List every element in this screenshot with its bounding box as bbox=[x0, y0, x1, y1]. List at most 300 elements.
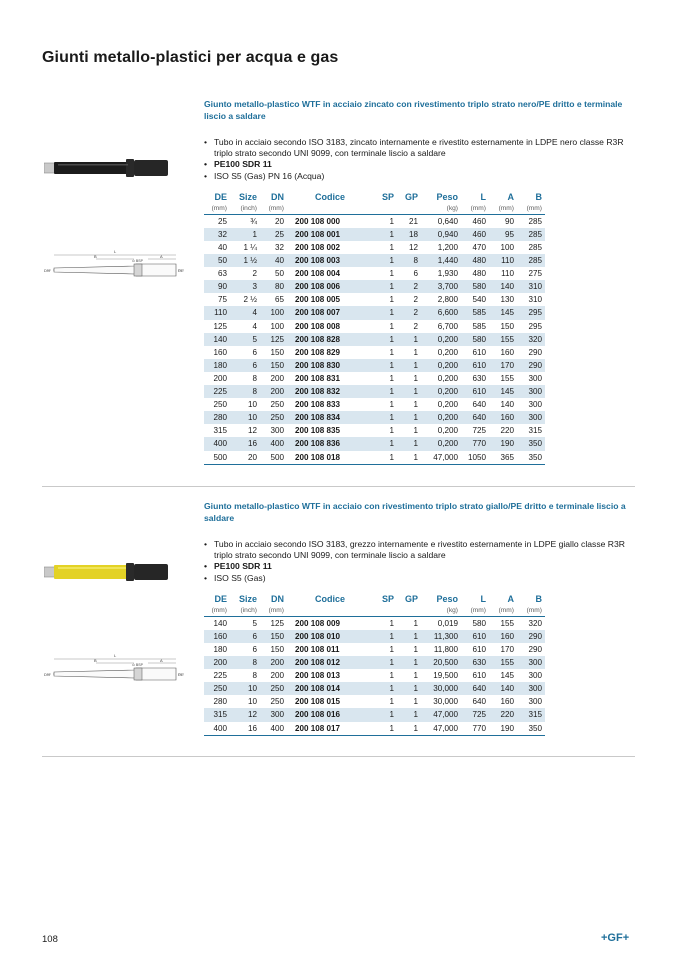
table-cell: 630 bbox=[472, 373, 486, 383]
table-cell: 200 bbox=[270, 671, 284, 681]
table-cell: 1 bbox=[397, 385, 421, 398]
unit-cell: (mm) bbox=[517, 204, 545, 215]
col-codice: Codice bbox=[314, 191, 345, 202]
table-cell: 200 108 015 bbox=[295, 697, 341, 707]
table-cell: 1 bbox=[230, 228, 260, 241]
table-cell: 1 bbox=[397, 630, 421, 643]
table-cell: 200 108 011 bbox=[295, 645, 340, 654]
table-cell: 610 bbox=[472, 347, 486, 357]
table-cell: 285 bbox=[528, 243, 542, 252]
table-cell: 200 bbox=[260, 656, 287, 669]
table-cell: 250 bbox=[270, 400, 284, 410]
table-cell: 160 bbox=[489, 630, 517, 643]
drawing-label-l: L bbox=[114, 249, 117, 254]
unit-cell: (inch) bbox=[230, 606, 260, 617]
table-cell: 50 bbox=[204, 254, 230, 267]
table-cell: 145 bbox=[500, 671, 514, 681]
table-cell: 2 ½ bbox=[243, 295, 257, 305]
table-cell: 140 bbox=[204, 333, 230, 346]
table-cell: 1 bbox=[397, 451, 421, 465]
table-cell: 1 bbox=[373, 437, 397, 450]
pipe-body bbox=[54, 162, 132, 174]
table-cell: 155 bbox=[489, 656, 517, 669]
table-cell: 315 bbox=[213, 426, 227, 436]
table-cell: 200 bbox=[204, 656, 230, 669]
col-dn: DN bbox=[271, 593, 284, 604]
table-cell: 160 bbox=[213, 347, 227, 357]
table-cell: 610 bbox=[472, 671, 486, 681]
table-cell: 140 bbox=[213, 618, 227, 628]
table-cell: 200 108 000 bbox=[295, 216, 341, 226]
table-cell: 320 bbox=[517, 333, 545, 346]
table-cell: 610 bbox=[461, 630, 489, 643]
table-cell: 30,000 bbox=[433, 697, 458, 707]
drawing-label-dn: DN bbox=[44, 672, 50, 677]
table-cell: 200 108 012 bbox=[287, 656, 373, 669]
table-cell: 0,200 bbox=[421, 437, 461, 450]
table-cell: 200 108 006 bbox=[287, 280, 373, 293]
table-cell: 1 bbox=[397, 437, 421, 450]
table-cell: 8 bbox=[252, 373, 257, 383]
table-row bbox=[204, 228, 545, 241]
table-cell: 1 bbox=[389, 373, 394, 383]
table-cell: 1 bbox=[373, 254, 397, 267]
table-cell: 1 bbox=[397, 682, 421, 695]
drawing-label-a: A bbox=[160, 658, 163, 663]
col-gp: GP bbox=[404, 593, 418, 604]
table-cell: 1 bbox=[413, 426, 418, 436]
unit-cell bbox=[397, 606, 421, 617]
table-cell: 1 bbox=[397, 722, 421, 736]
table-units-row bbox=[204, 606, 545, 617]
table-cell: 200 108 018 bbox=[287, 451, 373, 465]
table-cell: 155 bbox=[500, 373, 514, 383]
table-cell: 18 bbox=[397, 228, 421, 241]
table-cell: 290 bbox=[517, 630, 545, 643]
section-title: Giunto metallo-plastico WTF in acciaio con rivestimento triplo strato giallo/PE dritto e terminale liscio a saldare bbox=[204, 501, 626, 523]
table-cell: 295 bbox=[517, 306, 545, 319]
table-row bbox=[204, 385, 545, 398]
col-de: DE bbox=[214, 191, 227, 202]
table-cell: 25 bbox=[217, 216, 227, 226]
table-cell: 470 bbox=[472, 243, 486, 252]
table-cell: 1 bbox=[373, 280, 397, 293]
table-cell: 585 bbox=[472, 321, 486, 331]
table-cell: 160 bbox=[489, 411, 517, 424]
table-cell: 290 bbox=[528, 347, 542, 357]
table-row bbox=[204, 708, 545, 721]
col-l: L bbox=[480, 191, 486, 202]
table-cell: 1 bbox=[413, 400, 418, 410]
col-sp: SP bbox=[381, 593, 394, 604]
table-cell: 400 bbox=[204, 722, 230, 736]
table-cell: 125 bbox=[260, 333, 287, 346]
col-de: DE bbox=[214, 593, 227, 604]
table-cell: 47,000 bbox=[421, 708, 461, 721]
table-cell: 300 bbox=[517, 682, 545, 695]
table-cell: 200 108 836 bbox=[287, 437, 373, 450]
table-cell: 225 bbox=[204, 385, 230, 398]
table-row bbox=[204, 254, 545, 267]
table-cell: 30,000 bbox=[421, 682, 461, 695]
table-cell: 200 108 003 bbox=[287, 254, 373, 267]
table-cell: 365 bbox=[489, 451, 517, 465]
table-cell: 11,300 bbox=[421, 630, 461, 643]
table-cell: 125 bbox=[270, 618, 284, 628]
table-cell: 110 bbox=[489, 254, 517, 267]
table-cell: 170 bbox=[500, 645, 514, 654]
table-cell: 300 bbox=[528, 400, 542, 410]
unit-cell: (mm) bbox=[489, 606, 517, 617]
drawing-label-dn: DN bbox=[44, 268, 50, 273]
table-cell: 160 bbox=[500, 347, 514, 357]
table-cell: 140 bbox=[500, 400, 514, 410]
table-cell: 100 bbox=[500, 243, 514, 252]
table-cell: 640 bbox=[461, 682, 489, 695]
unit-cell: (mm) bbox=[204, 204, 230, 215]
unit-cell bbox=[373, 204, 397, 215]
table-cell: 47,000 bbox=[421, 722, 461, 736]
table-cell: 6 bbox=[230, 630, 260, 643]
drawing-label-bsp: ⊙ BSP bbox=[132, 259, 143, 263]
technical-drawing-1 bbox=[44, 246, 188, 278]
table-cell: 5 bbox=[230, 333, 260, 346]
table-row bbox=[204, 656, 545, 669]
table-cell: 250 bbox=[204, 682, 230, 695]
table-cell: 10 bbox=[247, 697, 257, 707]
table-row bbox=[204, 372, 545, 385]
table-cell: 1 bbox=[389, 321, 394, 331]
table-cell: 460 bbox=[472, 216, 486, 226]
table-row bbox=[204, 398, 545, 411]
drawing-label-de: DE bbox=[178, 268, 184, 273]
table-row bbox=[204, 293, 545, 306]
table-cell: 3,700 bbox=[421, 280, 461, 293]
table-cell: 1050 bbox=[461, 451, 489, 465]
table-cell: 16 bbox=[230, 722, 260, 736]
table-cell: 2 bbox=[252, 269, 257, 279]
table-body bbox=[204, 214, 545, 464]
table-cell: 8 bbox=[252, 671, 257, 681]
table-cell: 100 bbox=[260, 306, 287, 319]
table-cell: 610 bbox=[461, 359, 489, 372]
table-cell: 200 108 017 bbox=[287, 722, 373, 736]
table-cell: 1,200 bbox=[437, 243, 458, 252]
table-cell: 20 bbox=[274, 216, 284, 226]
section-zincato bbox=[204, 99, 636, 465]
table-row bbox=[204, 616, 545, 630]
table-cell: 480 bbox=[461, 254, 489, 267]
col-b: B bbox=[535, 191, 542, 202]
table-cell: 1 bbox=[397, 411, 421, 424]
col-l: L bbox=[480, 593, 486, 604]
unit-cell: (inch) bbox=[230, 204, 260, 215]
table-cell: 6 bbox=[252, 645, 257, 654]
table-cell: 200 108 833 bbox=[295, 400, 341, 410]
drawing-label-de: DE bbox=[178, 672, 184, 677]
table-cell: 2 bbox=[413, 321, 418, 331]
table-cell: 300 bbox=[517, 656, 545, 669]
table-cell: 1 bbox=[373, 228, 397, 241]
table-cell: 1 bbox=[413, 347, 418, 357]
table-cell: 200 108 834 bbox=[287, 411, 373, 424]
table-header-row bbox=[204, 593, 545, 606]
gf-logo: +GF+ bbox=[601, 932, 630, 944]
feature-item: • Tubo in acciaio secondo ISO 3183, grezzo internamente e rivestito esternamente in LDPE giallo classe R3R triplo strato secondo UNI 9099, con terminale liscio a saldare bbox=[204, 539, 636, 561]
table-cell: 225 bbox=[213, 671, 227, 681]
table-row bbox=[204, 722, 545, 736]
table-cell: 500 bbox=[204, 451, 230, 465]
spec-table bbox=[204, 191, 545, 465]
table-cell: 200 108 016 bbox=[287, 708, 373, 721]
table-cell: 12 bbox=[247, 426, 257, 436]
table-row bbox=[204, 241, 545, 254]
table-cell: 1 bbox=[389, 295, 394, 305]
unit-cell bbox=[287, 204, 373, 215]
table-cell: 0,200 bbox=[437, 400, 458, 410]
table-cell: 0,200 bbox=[421, 385, 461, 398]
table-cell: 10 bbox=[247, 400, 257, 410]
table-cell: 1 bbox=[373, 708, 397, 721]
feature-item: • PE100 SDR 11 bbox=[204, 561, 636, 572]
table-cell: 95 bbox=[489, 228, 517, 241]
table-cell: 725 bbox=[472, 426, 486, 436]
table-cell: 350 bbox=[517, 451, 545, 465]
table-cell: 90 bbox=[504, 216, 514, 226]
table-cell: 285 bbox=[517, 254, 545, 267]
table-cell: 640 bbox=[461, 411, 489, 424]
table-cell: 150 bbox=[270, 347, 284, 357]
table-cell: 1 bbox=[373, 656, 397, 669]
table-row bbox=[204, 306, 545, 319]
table-cell: 200 108 830 bbox=[287, 359, 373, 372]
table-cell: 155 bbox=[489, 333, 517, 346]
table-cell: 1 bbox=[397, 333, 421, 346]
unit-cell bbox=[373, 606, 397, 617]
table-cell: 400 bbox=[204, 437, 230, 450]
table-cell: 140 bbox=[489, 280, 517, 293]
table-cell: 1 bbox=[389, 697, 394, 707]
table-cell: 1 bbox=[373, 682, 397, 695]
table-cell: 200 bbox=[270, 373, 284, 383]
table-cell: 8 bbox=[230, 385, 260, 398]
table-cell: 200 108 828 bbox=[287, 333, 373, 346]
table-row bbox=[204, 267, 545, 280]
table-cell: 540 bbox=[472, 295, 486, 305]
col-a: A bbox=[507, 191, 514, 202]
unit-cell: (mm) bbox=[204, 606, 230, 617]
table-cell: 180 bbox=[204, 359, 230, 372]
table-cell: 315 bbox=[517, 708, 545, 721]
table-cell: 170 bbox=[489, 359, 517, 372]
col-codice: Codice bbox=[314, 593, 345, 604]
table-cell: 200 108 004 bbox=[295, 269, 341, 279]
table-cell: 0,200 bbox=[421, 359, 461, 372]
feature-item: • Tubo in acciaio secondo ISO 3183, zincato internamente e rivestito esternamente in LDPE nero classe R3R triplo strato secondo UNI 9099, con terminale liscio a saldare bbox=[204, 137, 636, 159]
table-row bbox=[204, 695, 545, 708]
col-peso: Peso bbox=[436, 593, 458, 604]
feature-list bbox=[204, 137, 636, 182]
table-cell: 280 bbox=[213, 697, 227, 707]
table-cell: 280 bbox=[204, 411, 230, 424]
table-cell: 40 bbox=[217, 243, 227, 252]
table-cell: 125 bbox=[213, 321, 227, 331]
unit-cell: (mm) bbox=[517, 606, 545, 617]
table-cell: 50 bbox=[274, 269, 284, 279]
pipe-yellow-image bbox=[44, 560, 168, 584]
table-cell: 200 108 002 bbox=[295, 243, 341, 252]
table-cell: 1 ¼ bbox=[243, 243, 257, 252]
table-cell: 8 bbox=[397, 254, 421, 267]
table-row bbox=[204, 320, 545, 333]
col-size: Size bbox=[238, 593, 257, 604]
table-row bbox=[204, 346, 545, 359]
table-cell: 300 bbox=[528, 697, 542, 707]
table-cell: 2 bbox=[413, 295, 418, 305]
table-cell: 1 bbox=[397, 359, 421, 372]
table-cell: 200 108 831 bbox=[295, 373, 341, 383]
table-cell: 3 bbox=[230, 280, 260, 293]
table-cell: ¾ bbox=[250, 216, 257, 226]
table-cell: 10 bbox=[230, 682, 260, 695]
table-cell: 0,640 bbox=[437, 216, 458, 226]
feature-list bbox=[204, 539, 636, 584]
table-cell: 6 bbox=[413, 269, 418, 279]
table-cell: 0,200 bbox=[421, 411, 461, 424]
table-cell: 140 bbox=[489, 682, 517, 695]
table-body bbox=[204, 616, 545, 735]
unit-cell: (mm) bbox=[260, 606, 287, 617]
table-cell: 290 bbox=[528, 645, 542, 654]
table-cell: 725 bbox=[461, 708, 489, 721]
table-cell: 200 108 001 bbox=[287, 228, 373, 241]
table-cell: 200 108 013 bbox=[295, 671, 341, 681]
table-cell: 63 bbox=[217, 269, 227, 279]
unit-cell: (mm) bbox=[461, 204, 489, 215]
table-cell: 220 bbox=[489, 708, 517, 721]
table-cell: 1 bbox=[373, 333, 397, 346]
table-cell: 400 bbox=[260, 437, 287, 450]
table-cell: 6 bbox=[230, 359, 260, 372]
table-cell: 290 bbox=[517, 359, 545, 372]
col-sp: SP bbox=[381, 191, 394, 202]
table-cell: 110 bbox=[204, 306, 230, 319]
table-cell: 190 bbox=[489, 722, 517, 736]
table-cell: 16 bbox=[230, 437, 260, 450]
spec-table bbox=[204, 593, 545, 736]
table-cell: 300 bbox=[528, 671, 542, 681]
table-row bbox=[204, 280, 545, 293]
table-row bbox=[204, 424, 545, 437]
table-cell: 0,200 bbox=[421, 333, 461, 346]
table-cell: 130 bbox=[500, 295, 514, 305]
table-cell: 610 bbox=[461, 385, 489, 398]
table-cell: 610 bbox=[472, 645, 486, 654]
table-cell: 285 bbox=[517, 228, 545, 241]
table-cell: 250 bbox=[213, 400, 227, 410]
table-cell: 2 bbox=[397, 280, 421, 293]
table-cell: 110 bbox=[501, 269, 514, 279]
table-cell: 1 bbox=[413, 645, 418, 654]
col-size: Size bbox=[238, 191, 257, 202]
table-units-row bbox=[204, 204, 545, 215]
col-b: B bbox=[535, 593, 542, 604]
table-cell: 200 bbox=[213, 373, 227, 383]
table-cell: 190 bbox=[489, 437, 517, 450]
table-cell: 4 bbox=[252, 321, 257, 331]
table-cell: 400 bbox=[260, 722, 287, 736]
page-number: 108 bbox=[42, 934, 58, 945]
table-cell: 155 bbox=[500, 618, 514, 628]
table-cell: 275 bbox=[528, 269, 542, 279]
table-row bbox=[204, 669, 545, 682]
table-cell: 2,800 bbox=[437, 295, 458, 305]
table-cell: 770 bbox=[461, 722, 489, 736]
table-cell: 1 bbox=[397, 708, 421, 721]
table-cell: 1 bbox=[397, 656, 421, 669]
table-cell: 640 bbox=[472, 400, 486, 410]
table-cell: 160 bbox=[500, 697, 514, 707]
section-divider bbox=[42, 486, 635, 487]
table-cell: 1 bbox=[373, 385, 397, 398]
table-cell: 200 108 014 bbox=[287, 682, 373, 695]
table-row bbox=[204, 451, 545, 465]
table-cell: 250 bbox=[260, 682, 287, 695]
table-cell: 8 bbox=[230, 656, 260, 669]
table-cell: 0,940 bbox=[421, 228, 461, 241]
table-cell: 150 bbox=[260, 630, 287, 643]
table-row bbox=[204, 359, 545, 372]
technical-drawing-2 bbox=[44, 650, 188, 682]
col-peso: Peso bbox=[436, 191, 458, 202]
table-cell: 150 bbox=[500, 321, 514, 331]
col-a: A bbox=[507, 593, 514, 604]
table-cell: 310 bbox=[528, 295, 542, 305]
table-cell: 500 bbox=[260, 451, 287, 465]
drawing-label-b: B bbox=[94, 658, 97, 663]
section-divider bbox=[42, 756, 635, 757]
table-cell: 300 bbox=[528, 373, 542, 383]
table-header-row bbox=[204, 191, 545, 204]
table-cell: 640 bbox=[472, 697, 486, 707]
table-cell: 1 bbox=[389, 426, 394, 436]
table-cell: 1 bbox=[373, 722, 397, 736]
table-cell: 1 bbox=[389, 618, 394, 628]
table-cell: 1,440 bbox=[421, 254, 461, 267]
table-cell: 11,800 bbox=[433, 645, 458, 654]
table-cell: 0,200 bbox=[437, 347, 458, 357]
table-cell: 310 bbox=[517, 280, 545, 293]
table-cell: 180 bbox=[213, 645, 227, 654]
table-cell: 315 bbox=[204, 708, 230, 721]
table-cell: 160 bbox=[204, 630, 230, 643]
table-cell: 460 bbox=[461, 228, 489, 241]
table-cell: 580 bbox=[472, 618, 486, 628]
table-cell: 90 bbox=[204, 280, 230, 293]
table-cell: 250 bbox=[270, 697, 284, 707]
drawing-label-bsp: ⊙ BSP bbox=[132, 663, 143, 667]
table-cell: 20,500 bbox=[421, 656, 461, 669]
table-cell: 4 bbox=[230, 306, 260, 319]
table-cell: 1 ½ bbox=[230, 254, 260, 267]
table-cell: 32 bbox=[274, 243, 284, 252]
table-cell: 300 bbox=[260, 708, 287, 721]
table-cell: 145 bbox=[489, 306, 517, 319]
table-cell: 1 bbox=[413, 373, 418, 383]
table-cell: 25 bbox=[260, 228, 287, 241]
table-cell: 200 108 007 bbox=[287, 306, 373, 319]
table-cell: 32 bbox=[204, 228, 230, 241]
